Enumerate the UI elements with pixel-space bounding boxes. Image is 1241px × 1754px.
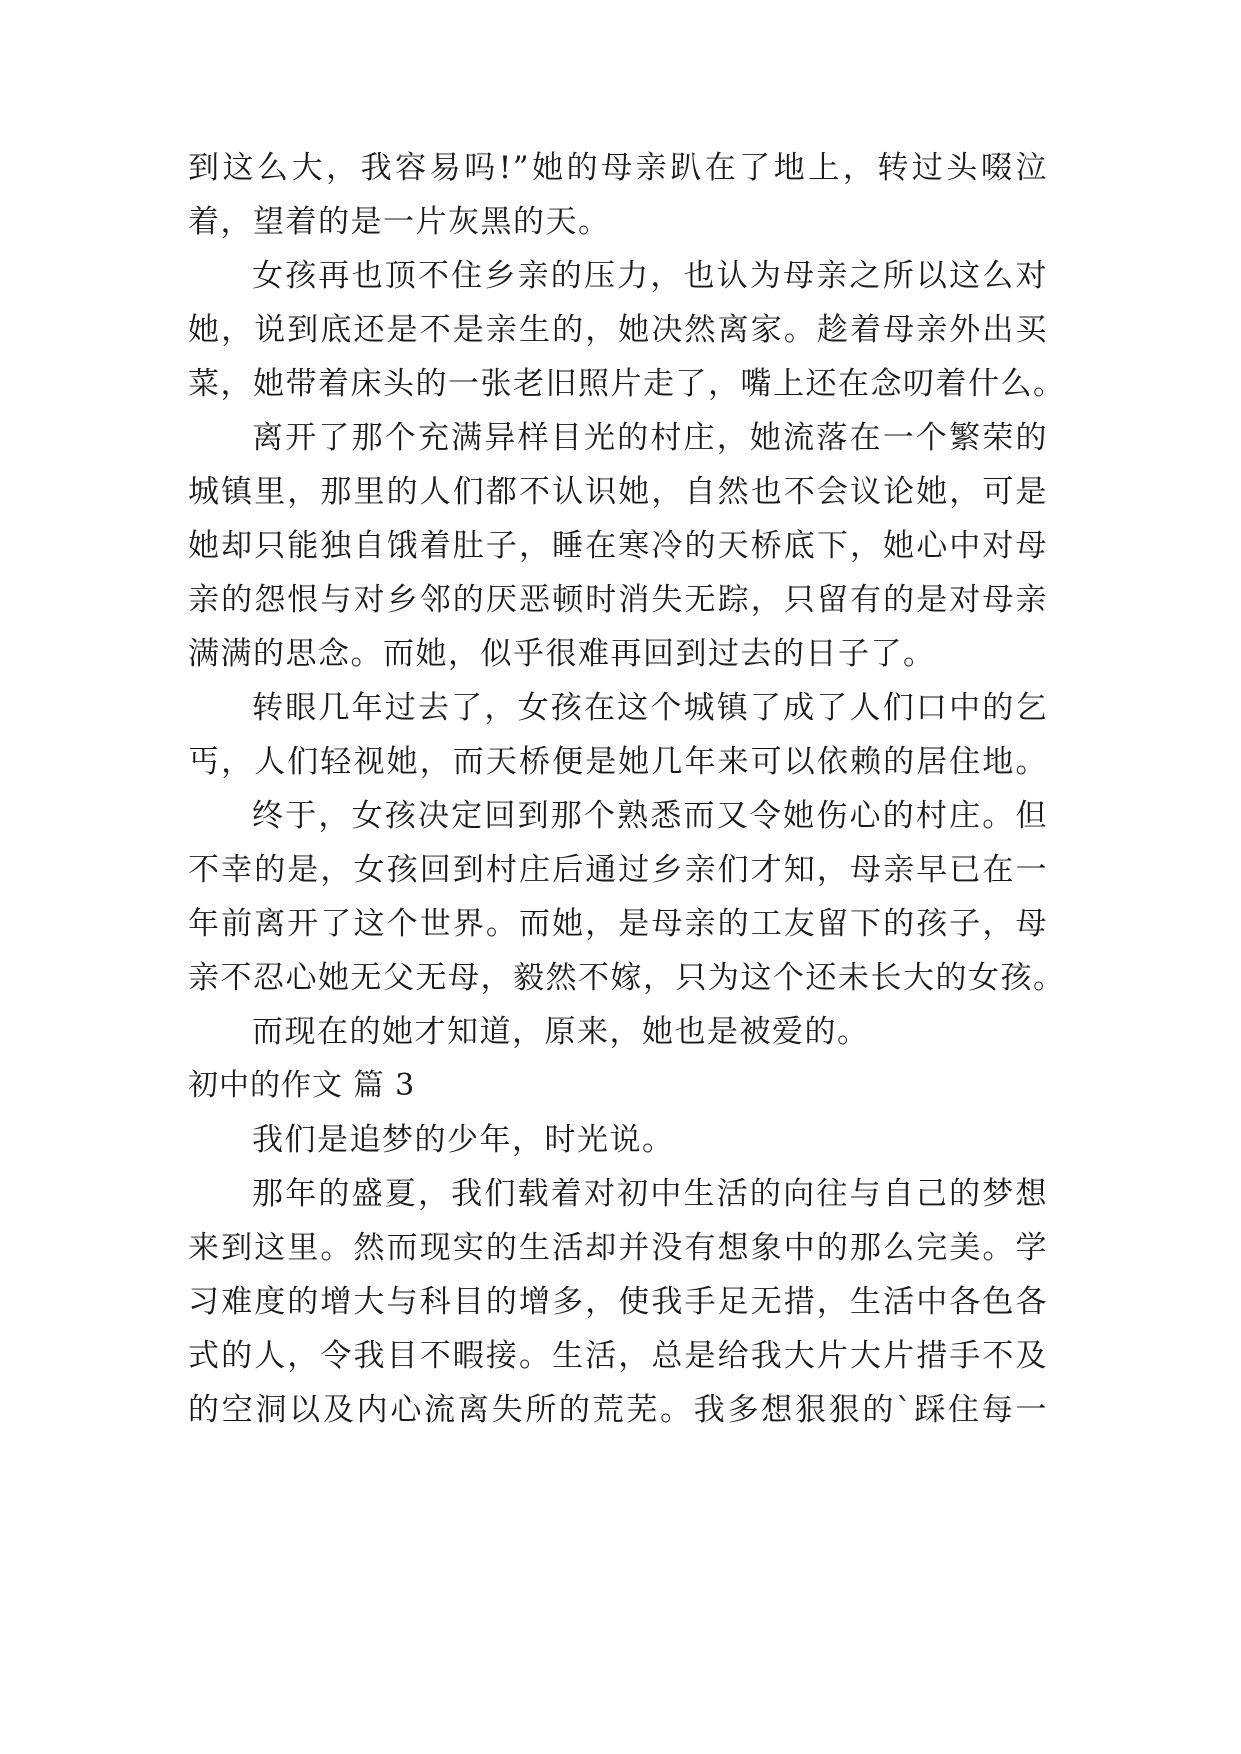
text-line: 到这么大，我容易吗!”她的母亲趴在了地上，转过头啜泣 — [188, 150, 1048, 186]
text-line: 那年的盛夏，我们载着对初中生活的向往与自己的梦想 — [252, 1176, 1048, 1212]
text-line: 她却只能独自饿着肚子，睡在寒冷的天桥底下，她心中对母 — [188, 528, 1048, 564]
text-line: 离开了那个充满异样目光的村庄，她流落在一个繁荣的 — [252, 420, 1048, 456]
text-line: 城镇里，那里的人们都不认识她，自然也不会议论她，可是 — [188, 474, 1048, 510]
text-line: 女孩再也顶不住乡亲的压力，也认为母亲之所以这么对 — [252, 258, 1048, 294]
text-line: 菜，她带着床头的一张老旧照片走了，嘴上还在念叨着什么。 — [188, 366, 1066, 402]
text-line: 来到这里。然而现实的生活却并没有想象中的那么完美。学 — [188, 1230, 1048, 1266]
text-line: 亲不忍心她无父无母，毅然不嫁，只为这个还未长大的女孩。 — [188, 960, 1066, 996]
text-line: 习难度的增大与科目的增多，使我手足无措，生活中各色各 — [188, 1284, 1048, 1320]
text-line: 不幸的是，女孩回到村庄后通过乡亲们才知，母亲早已在一 — [188, 852, 1048, 888]
text-line: 而现在的她才知道，原来，她也是被爱的。 — [252, 1014, 870, 1050]
text-line: 式的人，令我目不暇接。生活，总是给我大片大片措手不及 — [188, 1338, 1048, 1374]
text-line: 她，说到底还是不是亲生的，她决然离家。趁着母亲外出买 — [188, 312, 1048, 348]
section-heading: 初中的作文 篇 3 — [188, 1068, 416, 1103]
text-line: 年前离开了这个世界。而她，是母亲的工友留下的孩子，母 — [188, 906, 1048, 942]
text-line: 终于，女孩决定回到那个熟悉而又令她伤心的村庄。但 — [252, 798, 1048, 834]
text-line: 我们是追梦的少年，时光说。 — [252, 1122, 675, 1158]
text-line: 的空洞以及内心流离失所的荒芜。我多想狠狠的`踩住每一 — [188, 1392, 1048, 1428]
text-line: 亲的怨恨与对乡邻的厌恶顿时消失无踪，只留有的是对母亲 — [188, 582, 1048, 618]
text-line: 着，望着的是一片灰黑的天。 — [188, 204, 611, 240]
text-line: 满满的思念。而她，似乎很难再回到过去的日子了。 — [188, 636, 936, 672]
text-line: 丐，人们轻视她，而天桥便是她几年来可以依赖的居住地。 — [188, 744, 1048, 780]
text-line: 转眼几年过去了，女孩在这个城镇了成了人们口中的乞 — [252, 690, 1048, 726]
